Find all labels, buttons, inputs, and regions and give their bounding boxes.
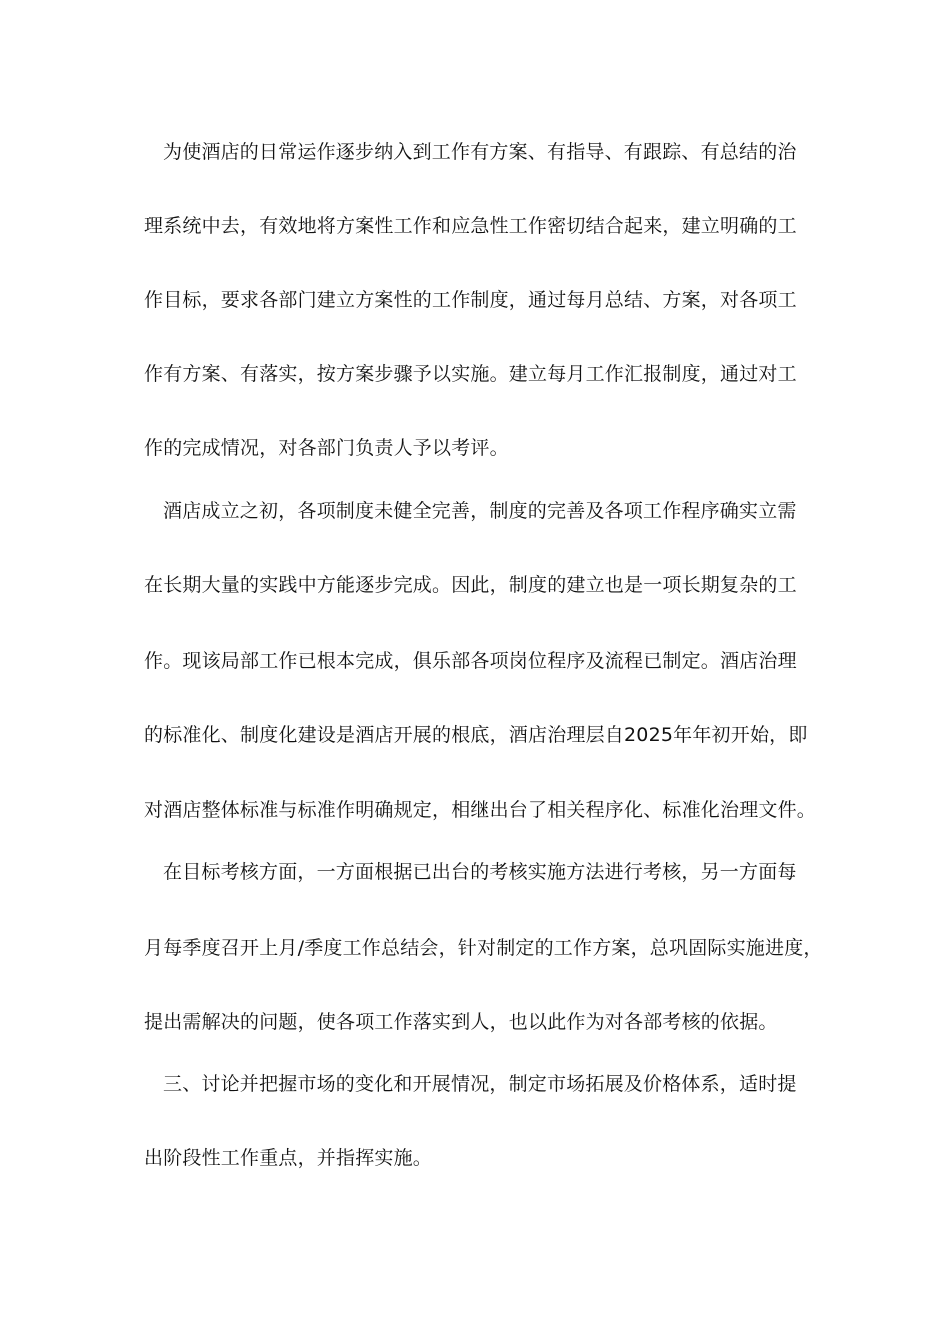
paragraph-2-line-2: 在长期大量的实践中方能逐步完成。因此，制度的建立也是一项长期复杂的工 xyxy=(144,574,797,596)
paragraph-1-line-3: 作目标，要求各部门建立方案性的工作制度，通过每月总结、方案，对各项工 xyxy=(144,289,797,311)
paragraph-4-line-1: 三、讨论并把握市场的变化和开展情况，制定市场拓展及价格体系，适时提 xyxy=(163,1073,797,1095)
paragraph-2-line-5: 对酒店整体标准与标准作明确规定，相继出台了相关程序化、标准化治理文件。 xyxy=(144,799,817,821)
paragraph-3-line-2: 月每季度召开上月/季度工作总结会，针对制定的工作方案，总巩固际实施进度， xyxy=(144,937,823,959)
paragraph-2-line-3: 作。现该局部工作已根本完成，俱乐部各项岗位程序及流程已制定。酒店治理 xyxy=(144,650,797,672)
paragraph-1-line-2: 理系统中去，有效地将方案性工作和应急性工作密切结合起来，建立明确的工 xyxy=(144,215,797,237)
paragraph-1-line-4: 作有方案、有落实，按方案步骤予以实施。建立每月工作汇报制度，通过对工 xyxy=(144,363,797,385)
paragraph-3-line-3: 提出需解决的问题，使各项工作落实到人，也以此作为对各部考核的依据。 xyxy=(144,1011,778,1033)
paragraph-2-line-1: 酒店成立之初，各项制度未健全完善，制度的完善及各项工作程序确实立需 xyxy=(163,500,797,522)
paragraph-1-line-5: 作的完成情况，对各部门负责人予以考评。 xyxy=(144,437,509,459)
paragraph-3-line-1: 在目标考核方面，一方面根据已出台的考核实施方法进行考核，另一方面每 xyxy=(163,861,797,883)
paragraph-1-line-1: 为使酒店的日常运作逐步纳入到工作有方案、有指导、有跟踪、有总结的治 xyxy=(163,141,797,163)
paragraph-4-line-2: 出阶段性工作重点，并指挥实施。 xyxy=(144,1147,433,1169)
paragraph-2-line-4: 的标准化、制度化建设是酒店开展的根底，酒店治理层自2025年年初开始，即 xyxy=(144,724,808,746)
